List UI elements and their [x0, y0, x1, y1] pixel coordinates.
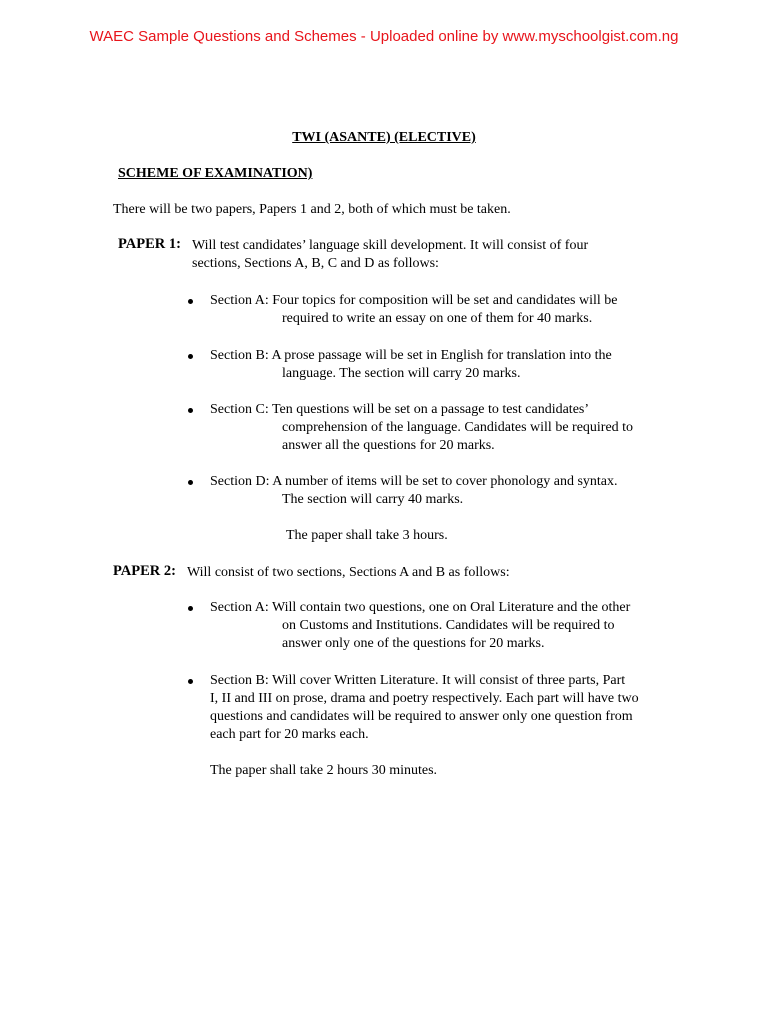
paper1-label: PAPER 1:: [118, 236, 181, 252]
paper1-description-line2: sections, Sections A, B, C and D as follows:: [192, 256, 439, 271]
paper2-section-b-line2: I, II and III on prose, drama and poetry respectively. Each part will have two: [210, 691, 639, 706]
paper2-section-a-cont1: on Customs and Institutions. Candidates will be required to: [282, 618, 615, 633]
paper1-section-b-cont: language. The section will carry 20 marks.: [282, 366, 521, 381]
bullet-icon: [188, 679, 193, 684]
paper2-duration: The paper shall take 2 hours 30 minutes.: [210, 763, 438, 778]
bullet-icon: [188, 480, 193, 485]
paper2-section-a-head: Section A: Will contain two questions, one on Oral Literature and the other: [210, 600, 631, 615]
intro-text: There will be two papers, Papers 1 and 2, both of which must be taken.: [113, 202, 511, 217]
paper2-section-b-line1: Section B: Will cover Written Literature. It will consist of three parts, Part: [210, 673, 626, 688]
paper2-section-b-line3: questions and candidates will be required to answer only one question from: [210, 709, 633, 724]
page-header-watermark: WAEC Sample Questions and Schemes - Uploaded online by www.myschoolgist.com.ng: [89, 28, 679, 45]
bullet-icon: [188, 606, 193, 611]
paper1-section-c-cont2: answer all the questions for 20 marks.: [282, 438, 495, 453]
paper1-description-line1: Will test candidates’ language skill development. It will consist of four: [192, 238, 589, 253]
paper1-section-a-cont: required to write an essay on one of them for 40 marks.: [282, 311, 593, 326]
paper2-description: Will consist of two sections, Sections A and B as follows:: [187, 565, 510, 580]
document-title: TWI (ASANTE) (ELECTIVE): [292, 130, 476, 145]
paper1-section-a-head: Section A: Four topics for composition will be set and candidates will be: [210, 293, 618, 308]
paper2-label: PAPER 2:: [113, 563, 176, 579]
paper2-section-b-line4: each part for 20 marks each.: [210, 727, 369, 742]
paper2-section-a-cont2: answer only one of the questions for 20 marks.: [282, 636, 545, 651]
paper1-section-c-head: Section C: Ten questions will be set on a passage to test candidates’: [210, 402, 590, 417]
paper1-section-d-cont: The section will carry 40 marks.: [282, 492, 464, 507]
bullet-icon: [188, 354, 193, 359]
scheme-heading: SCHEME OF EXAMINATION): [118, 166, 313, 181]
paper1-section-c-cont1: comprehension of the language. Candidates will be required to: [282, 420, 634, 435]
paper1-section-b-head: Section B: A prose passage will be set in English for translation into the: [210, 348, 612, 363]
bullet-icon: [188, 408, 193, 413]
bullet-icon: [188, 299, 193, 304]
paper1-duration: The paper shall take 3 hours.: [286, 528, 448, 543]
paper1-section-d-head: Section D: A number of items will be set to cover phonology and syntax.: [210, 474, 618, 489]
